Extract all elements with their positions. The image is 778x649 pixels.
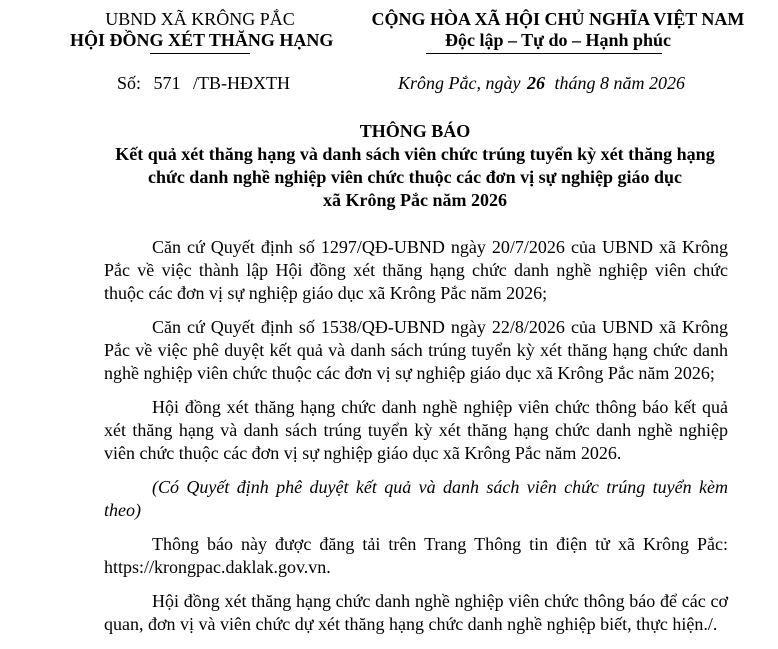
document-number-label: Số: <box>117 73 142 93</box>
notice-subject-line1: Kết quả xét thăng hạng và danh sách viên chức trúng tuyển kỳ xét thăng hạng <box>115 144 715 164</box>
document-number-suffix: /TB-HĐXTH <box>193 73 291 93</box>
date-day: 26 <box>526 73 545 93</box>
right-header-divider <box>426 53 662 54</box>
notice-body <box>104 236 728 647</box>
basis-paragraph-2: Căn cứ Quyết định số 1538/QĐ-UBND ngày 22/8/2026 của UBND xã Krông Pắc về việc phê duyệt kết quả và danh sách trúng tuyển kỳ xét thăng hạng chức danh nghề nghiệp viên chức thuộc các đơn vị sự nghiệp giáo dục xã Krông Pắc năm 2026; <box>104 317 728 383</box>
national-motto: Độc lập – Tự do – Hạnh phúc <box>444 30 672 50</box>
date-prefix: Krông Pắc, ngày <box>398 73 521 93</box>
attachment-note: (Có Quyết định phê duyệt kết quả và danh sách viên chức trúng tuyển kèm theo) <box>104 477 728 520</box>
announcement-paragraph: Hội đồng xét thăng hạng chức danh nghề nghiệp viên chức thông báo kết quả xét thăng hạng và danh sách trúng tuyển kỳ xét thăng hạng chức danh nghề nghiệp viên chức thuộc các đơn vị sự nghiệp giáo dục xã Krông Pắc năm 2026. <box>104 397 728 463</box>
document-number-value: 571 <box>153 73 181 93</box>
left-header-divider <box>150 53 250 54</box>
publication-paragraph: Thông báo này được đăng tải trên Trang Thông tin điện tử xã Krông Pắc: https://krongpac.daklak.gov.vn. <box>104 534 728 577</box>
council-name: HỘI ĐỒNG XÉT THĂNG HẠNG <box>70 30 334 50</box>
notice-title-block <box>90 120 740 212</box>
agency-name: UBND XÃ KRÔNG PẮC <box>105 9 295 29</box>
document-date <box>398 72 685 94</box>
national-title: CỘNG HÒA XÃ HỘI CHỦ NGHĨA VIỆT NAM <box>371 9 745 29</box>
closing-paragraph: Hội đồng xét thăng hạng chức danh nghề nghiệp viên chức thông báo để các cơ quan, đơn vị và viên chức dự xét thăng hạng chức danh nghề nghiệp biết, thực hiện./. <box>104 591 728 634</box>
notice-subject-line2: chức danh nghề nghiệp viên chức thuộc các đơn vị sự nghiệp giáo dục <box>148 167 682 187</box>
document-number <box>117 72 290 94</box>
notice-subject-line3: xã Krông Pắc năm 2026 <box>323 190 507 210</box>
date-suffix: tháng 8 năm 2026 <box>554 73 685 93</box>
basis-paragraph-1: Căn cứ Quyết định số 1297/QĐ-UBND ngày 20/7/2026 của UBND xã Krông Pắc về việc thành lập Hội đồng xét thăng hạng chức danh nghề nghiệp viên chức thuộc các đơn vị sự nghiệp giáo dục xã Krông Pắc năm 2026; <box>104 237 728 303</box>
notice-title: THÔNG BÁO <box>359 121 471 141</box>
